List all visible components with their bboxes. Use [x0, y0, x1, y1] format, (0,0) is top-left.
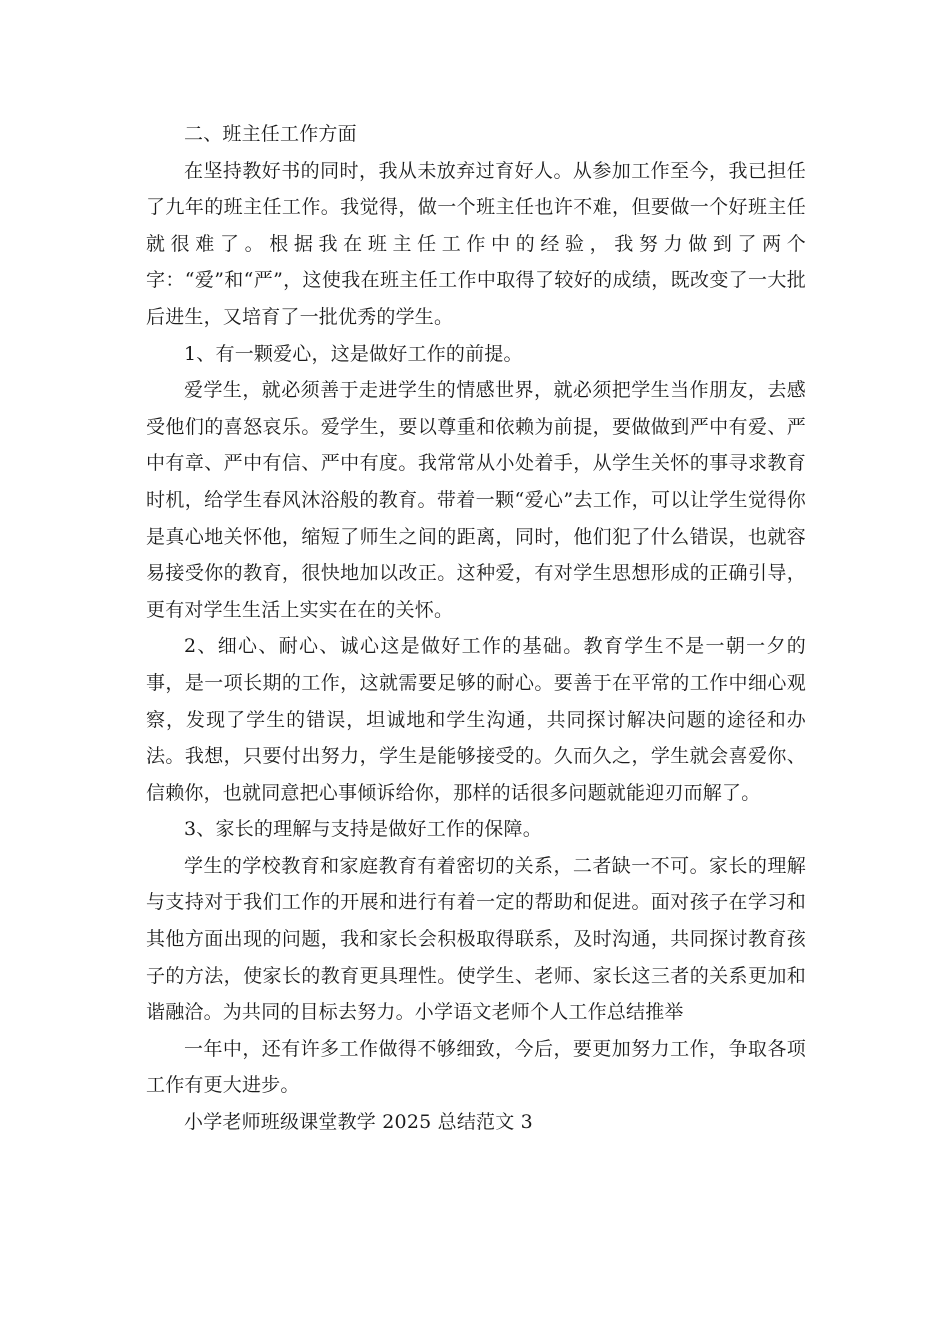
closing-paragraph: 一年中，还有许多工作做得不够细致，今后，要更加努力工作，争取各项工作有更大进步。: [146, 1037, 806, 1097]
next-section-title: 小学老师班级课堂教学 2025 总结范文 3: [184, 1111, 533, 1134]
subsection-heading: 1、有一颗爱心，这是做好工作的前提。: [184, 342, 523, 365]
section-heading: 二、班主任工作方面: [184, 123, 357, 145]
subsection-heading-paragraph: 2、细心、耐心、诚心这是做好工作的基础。教育学生不是一朝一夕的事，是一项长期的工作，这就需要足够的耐心。要善于在平常的工作中细心观察，发现了学生的错误，坦诚地和学生沟通，共同探讨解决问题的途径和办法。我想，只要付出努力，学生是能够接受的。久而久之，学生就会喜爱你、信赖你，也就同意把心事倾诉给你，那样的话很多问题就能迎刃而解了。: [146, 635, 806, 804]
document-body: [146, 116, 806, 1141]
body-paragraph: 爱学生，就必须善于走进学生的情感世界，就必须把学生当作朋友，去感受他们的喜怒哀乐。爱学生，要以尊重和依赖为前提，要做做到严中有爱、严中有章、严中有信、严中有度。我常常从小处着手，从学生关怀的事寻求教育时机，给学生春风沐浴般的教育。带着一颗“爱心”去工作，可以让学生觉得你是真心地关怀他，缩短了师生之间的距离，同时，他们犯了什么错误，也就容易接受你的教育，很快地加以改正。这种爱，有对学生思想形成的正确引导，更有对学生生活上实实在在的关怀。: [146, 379, 806, 621]
subsection-heading: 3、家长的理解与支持是做好工作的保障。: [184, 818, 542, 841]
body-paragraph: 学生的学校教育和家庭教育有着密切的关系，二者缺一不可。家长的理解与支持对于我们工作的开展和进行有着一定的帮助和促进。面对孩子在学习和其他方面出现的问题，我和家长会积极取得联系，及时沟通，共同探讨教育孩子的方法，使家长的教育更具理性。使学生、老师、家长这三者的关系更加和谐融洽。为共同的目标去努力。小学语文老师个人工作总结推举: [146, 854, 806, 1024]
body-paragraph: 在坚持教好书的同时，我从未放弃过育好人。从参加工作至今，我已担任了九年的班主任工作。我觉得，做一个班主任也许不难，但要做一个好班主任就很难了。根据我在班主任工作中的经验，我努力做到了两个字：“爱”和“严”，这使我在班主任工作中取得了较好的成绩，既改变了一大批后进生，又培育了一批优秀的学生。: [146, 159, 806, 328]
